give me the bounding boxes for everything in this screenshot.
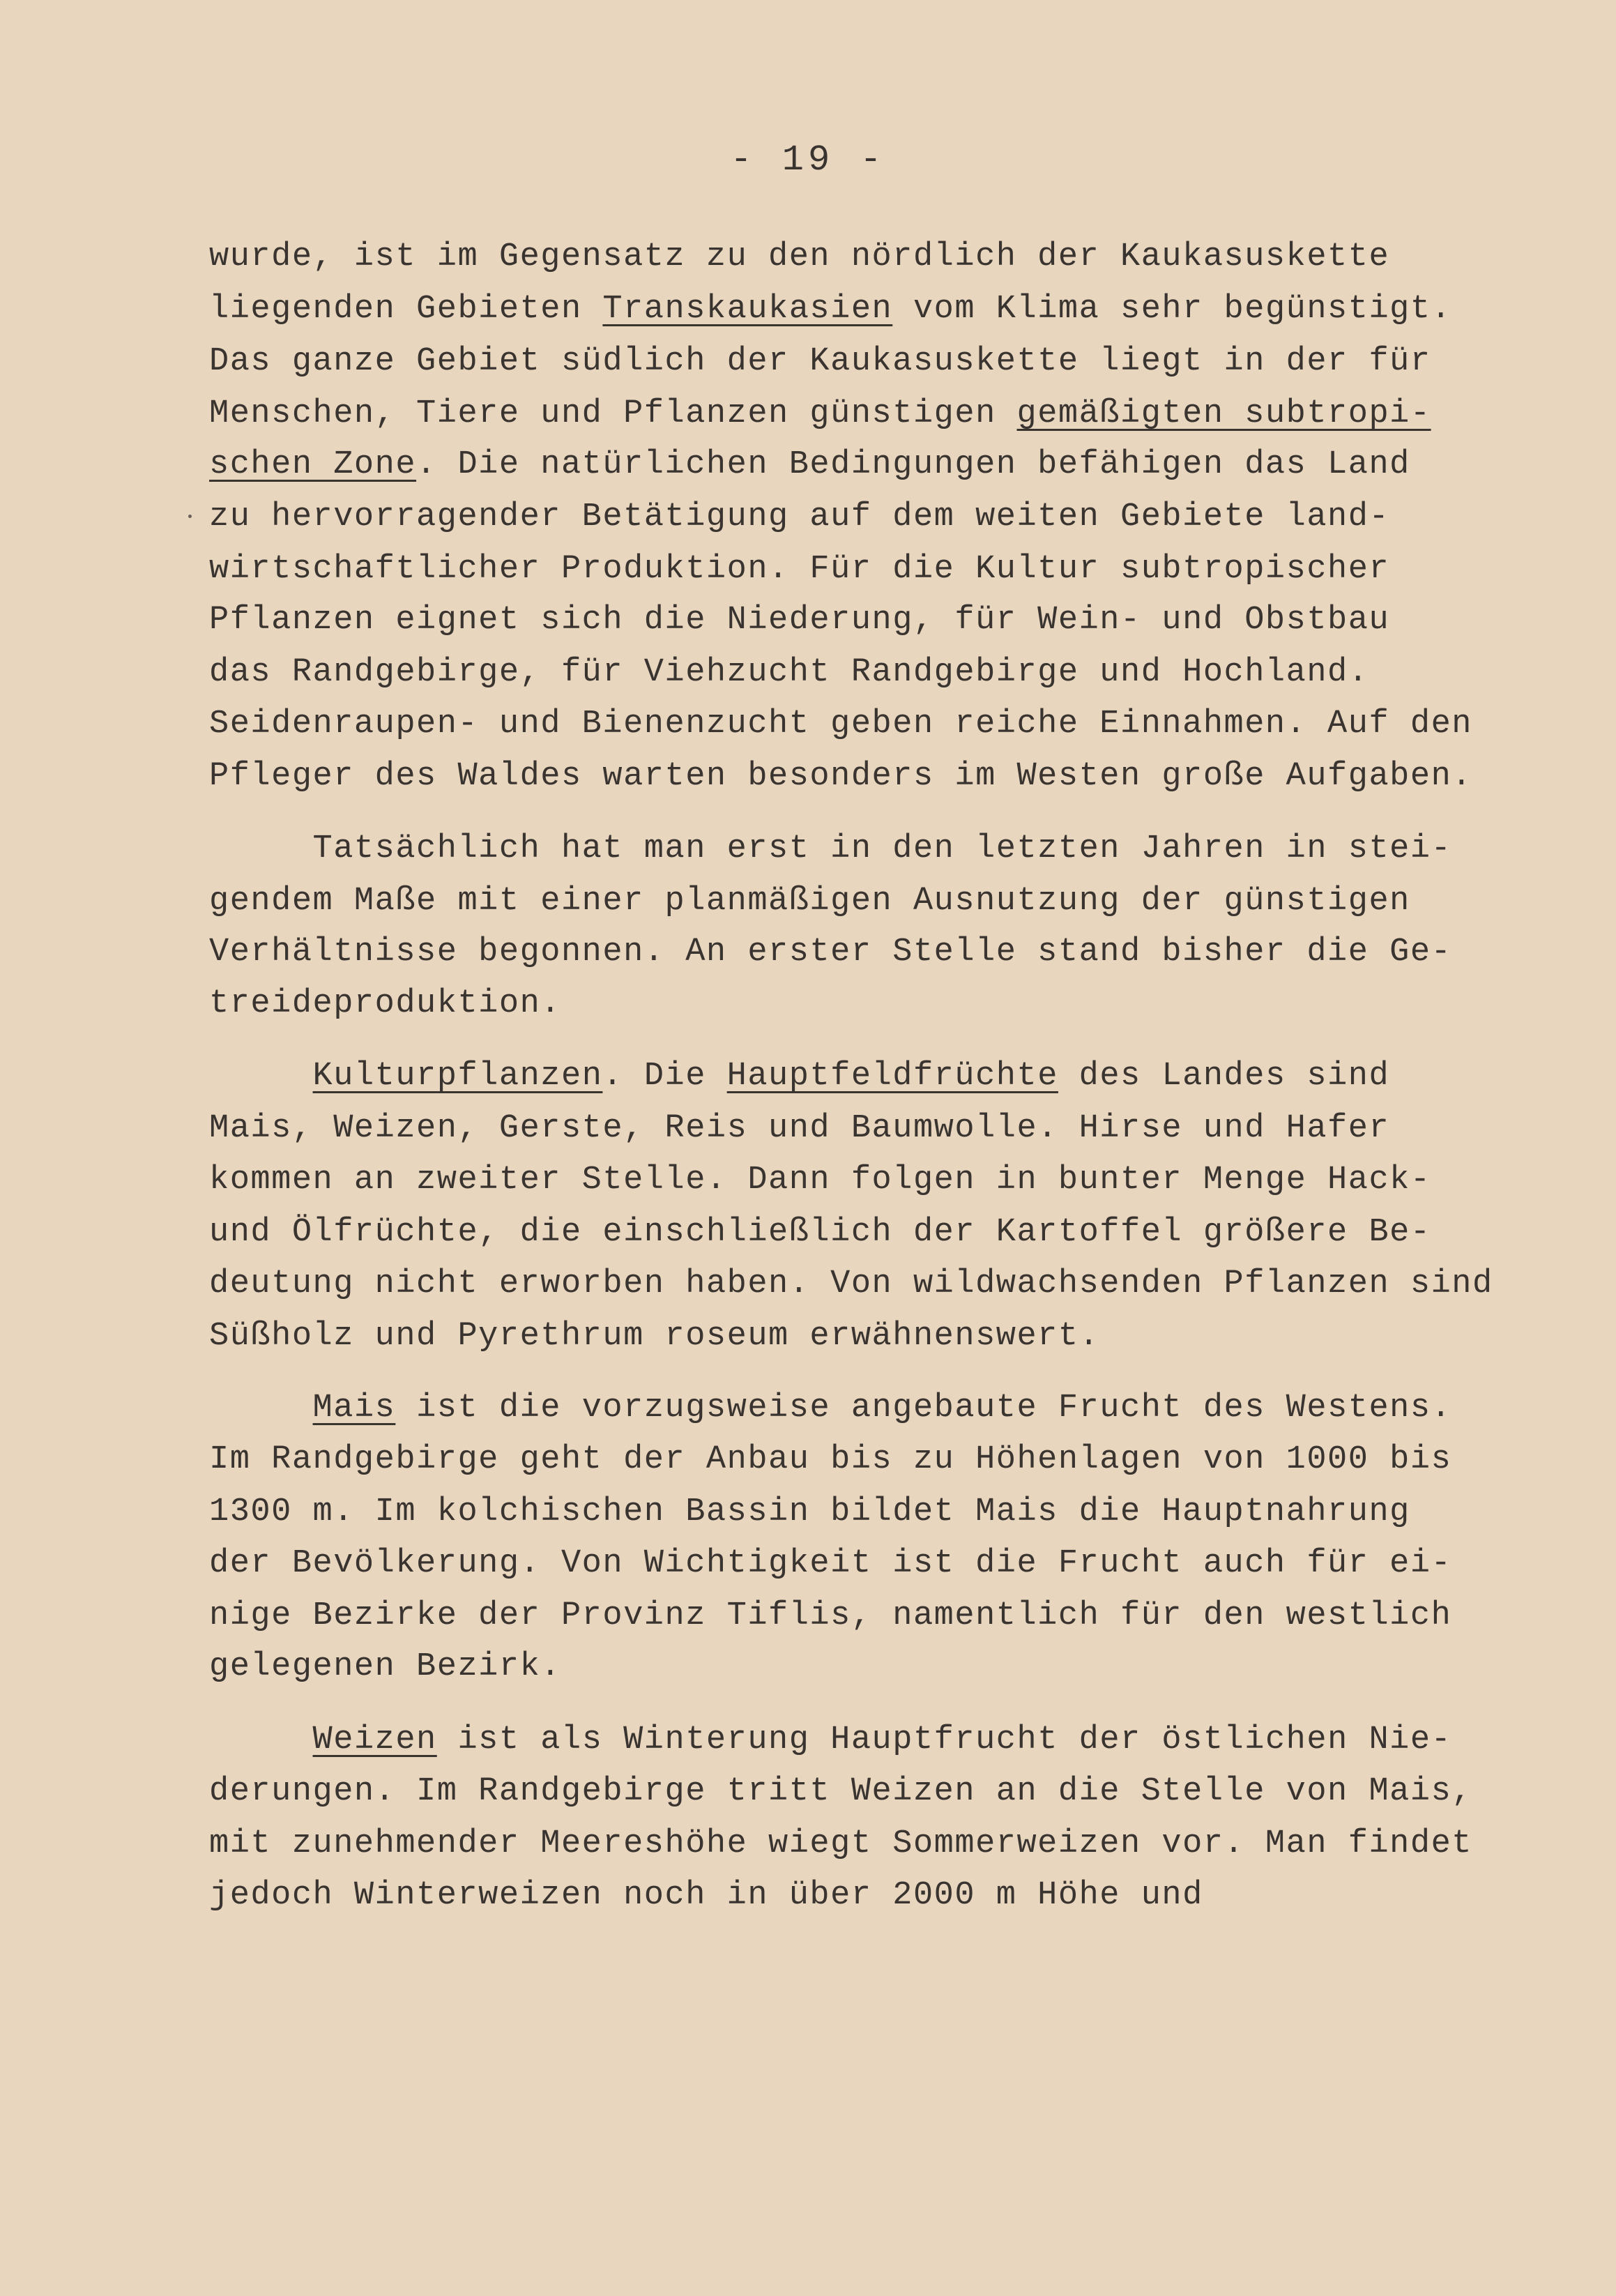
text-segment: ist als Winterung Hauptfrucht der östlichen Nie- [436, 1721, 1452, 1758]
text-segment: Pflanzen eignet sich die Niederung, für Wein- und Obstbau [209, 602, 1390, 639]
text-segment [209, 1058, 313, 1095]
text-segment: Mais, Weizen, Gerste, Reis und Baumwolle. Hirse und Hafer [209, 1110, 1390, 1147]
text-line [209, 1721, 1569, 1758]
text-line [209, 1112, 1569, 1145]
text-segment: mit zunehmender Meereshöhe wiegt Sommerweizen vor. Man findet [209, 1825, 1472, 1862]
text-line [209, 1265, 1569, 1302]
underlined-term: Kulturpflanzen [312, 1058, 603, 1095]
underlined-term: Hauptfeldfrüchte [726, 1058, 1058, 1095]
text-segment [209, 1721, 313, 1758]
text-line [209, 604, 1569, 637]
text-segment: der Bevölkerung. Von Wichtigkeit ist die Frucht auch für ei- [209, 1545, 1452, 1582]
text-line [209, 987, 1569, 1020]
text-segment: zu hervorragender Betätigung auf dem weiten Gebiete land- [209, 499, 1390, 535]
text-line [209, 501, 1569, 533]
text-segment: kommen an zweiter Stelle. Dann folgen in bunter Menge Hack- [209, 1162, 1431, 1199]
text-line [209, 1162, 1569, 1199]
text-line [209, 706, 1569, 743]
text-segment: gendem Maße mit einer planmäßigen Ausnutzung der günstigen [209, 883, 1410, 920]
text-line [209, 1443, 1569, 1476]
text-line [209, 1060, 1569, 1093]
text-segment: wirtschaftlicher Produktion. Für die Kultur subtropischer [209, 551, 1390, 588]
text-line [209, 656, 1569, 689]
text-segment: 1300 m. Im kolchischen Bassin bildet Mais die Hauptnahrung [209, 1493, 1410, 1530]
text-line [209, 1775, 1569, 1808]
underlined-term: schen Zone [209, 446, 417, 483]
text-line [209, 1599, 1569, 1632]
underlined-term: Mais [312, 1390, 396, 1427]
text-segment: deutung nicht erworben haben. Von wildwachsenden Pflanzen sind [209, 1265, 1493, 1302]
text-segment: vom Klima sehr begünstigt. [892, 291, 1452, 328]
text-segment: . Die natürlichen Bedingungen befähigen das Land [416, 446, 1410, 483]
text-segment: treideproduktion. [209, 985, 561, 1022]
text-segment: nige Bezirke der Provinz Tiflis, namentlich für den westlich [209, 1597, 1452, 1634]
text-segment: jedoch Winterweizen noch in über 2000 m Höhe und [209, 1877, 1203, 1914]
text-line [209, 934, 1569, 971]
text-segment: ist die vorzugsweise angebaute Frucht des Westens. [395, 1390, 1452, 1427]
text-segment: Seidenraupen- und Bienenzucht geben reiche Einnahmen. Auf den [209, 706, 1472, 743]
text-line [209, 397, 1569, 430]
page-number: - 19 - [730, 139, 886, 181]
text-line [209, 1827, 1569, 1860]
text-segment: des Landes sind [1058, 1058, 1390, 1095]
text-segment: das Randgebirge, für Viehzucht Randgebirge und Hochland. [209, 654, 1369, 691]
text-line [209, 1493, 1569, 1530]
text-line [209, 1320, 1569, 1353]
text-line [209, 760, 1569, 793]
text-segment [209, 1390, 313, 1427]
underlined-term: gemäßigten subtropi- [1016, 395, 1431, 432]
text-segment: Pfleger des Waldes warten besonders im Westen große Aufgaben. [209, 758, 1472, 795]
underlined-term: Transkaukasien [602, 291, 893, 328]
text-line [209, 1216, 1569, 1249]
text-segment: Menschen, Tiere und Pflanzen günstigen [209, 395, 1017, 432]
text-line [209, 1547, 1569, 1580]
text-segment: gelegenen Bezirk. [209, 1648, 561, 1685]
text-segment: und Ölfrüchte, die einschließlich der Kartoffel größere Be- [209, 1214, 1431, 1251]
text-segment: Verhältnisse begonnen. An erster Stelle stand bisher die Ge- [209, 934, 1452, 971]
text-segment: Tatsächlich hat man erst in den letzten Jahren in stei- [209, 830, 1452, 867]
text-line [209, 345, 1569, 378]
text-line [209, 1879, 1569, 1912]
text-line [209, 830, 1569, 867]
text-segment: derungen. Im Randgebirge tritt Weizen an die Stelle von Mais, [209, 1773, 1472, 1810]
text-segment: . Die [602, 1058, 727, 1095]
text-segment: liegenden Gebieten [209, 291, 603, 328]
text-segment: Süßholz und Pyrethrum roseum erwähnenswert. [209, 1318, 1100, 1355]
text-segment: Im Randgebirge geht der Anbau bis zu Höhenlagen von 1000 bis [209, 1441, 1452, 1478]
text-line [209, 553, 1569, 586]
underlined-term: Weizen [312, 1721, 437, 1758]
text-line [209, 1650, 1569, 1683]
text-line [209, 448, 1569, 481]
text-segment: wurde, ist im Gegensatz zu den nördlich der Kaukasuskette [209, 238, 1390, 275]
text-line [209, 885, 1569, 918]
text-line [209, 1390, 1569, 1427]
ink-speck [188, 515, 192, 518]
text-line [209, 293, 1569, 326]
text-line [209, 238, 1569, 275]
text-segment: Das ganze Gebiet südlich der Kaukasuskette liegt in der für [209, 343, 1431, 380]
